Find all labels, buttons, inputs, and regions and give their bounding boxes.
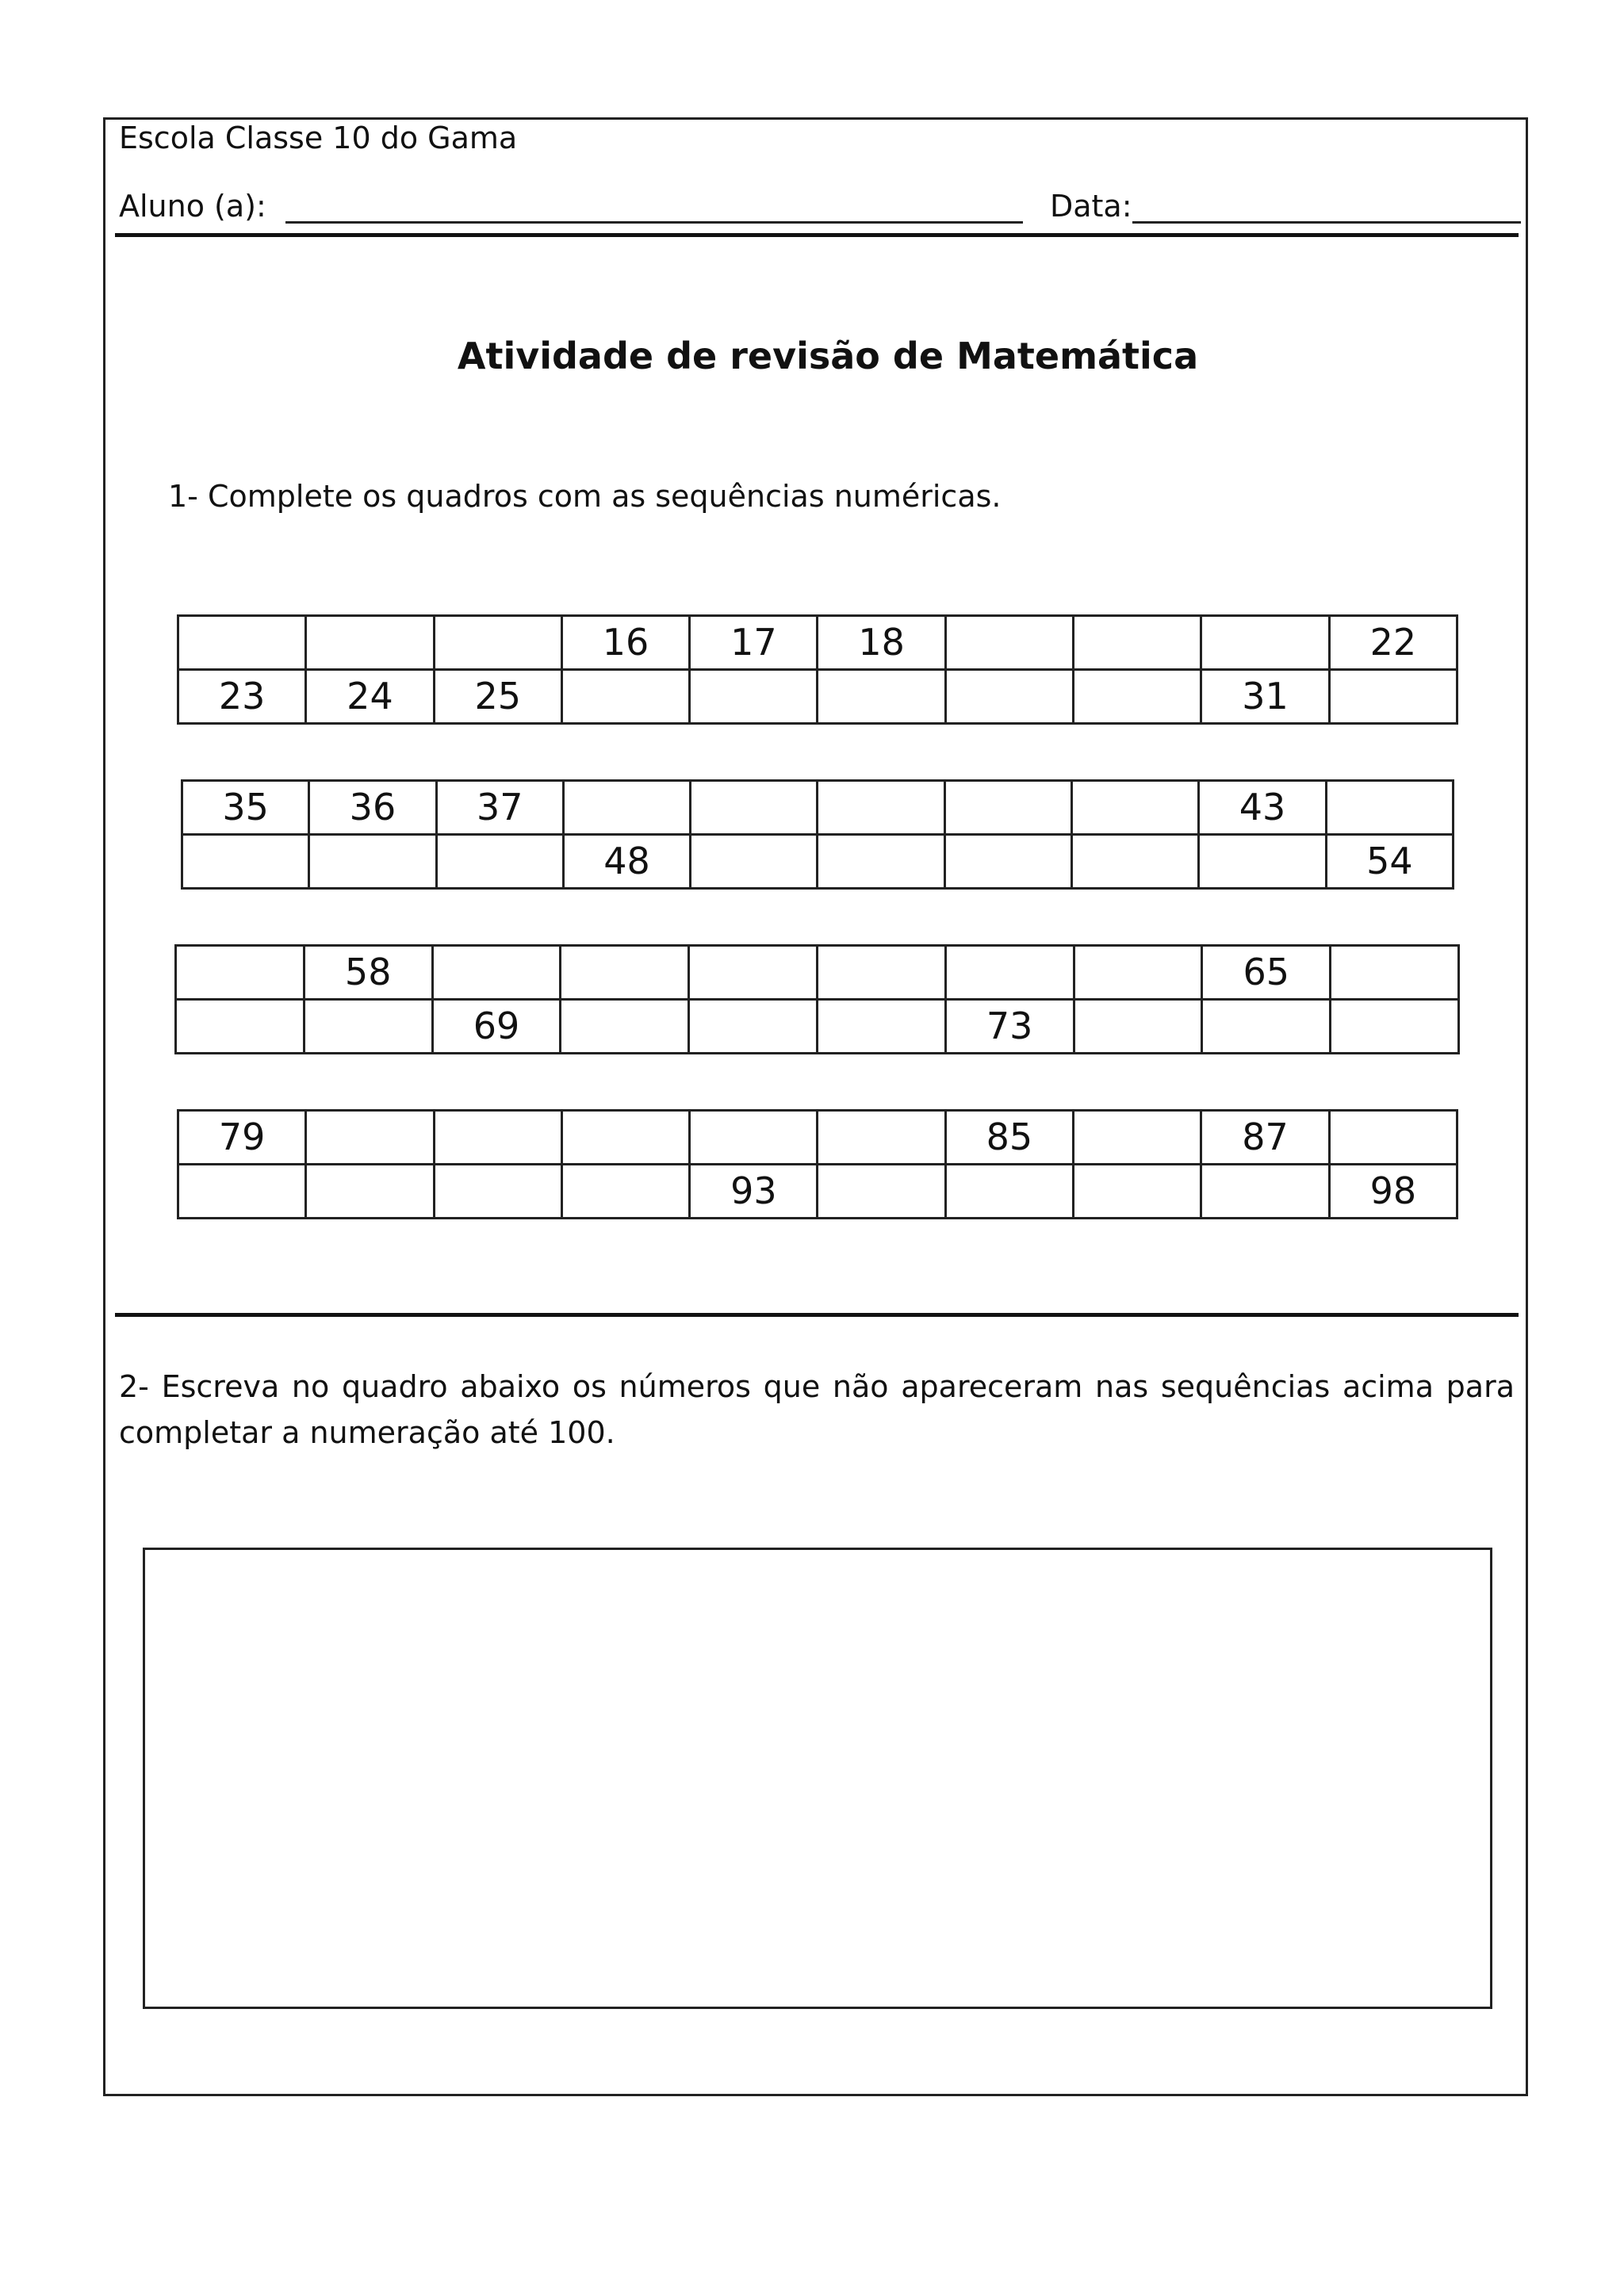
sequence-cell[interactable] <box>436 835 563 889</box>
sequence-cell[interactable] <box>561 1111 689 1165</box>
sequence-cell[interactable] <box>306 1165 434 1219</box>
sequence-cell[interactable] <box>1326 781 1453 835</box>
sequence-cell[interactable] <box>1201 1165 1329 1219</box>
sequence-cell[interactable] <box>561 1000 689 1054</box>
sequence-cell[interactable] <box>1072 835 1199 889</box>
sequence-cell[interactable] <box>176 946 304 1000</box>
sequence-cell[interactable] <box>309 835 436 889</box>
sequence-cell[interactable] <box>434 1111 561 1165</box>
sequence-cell[interactable] <box>1331 946 1459 1000</box>
sequence-cell[interactable] <box>178 616 306 670</box>
student-name-field[interactable] <box>285 189 1023 224</box>
sequence-cell[interactable] <box>1072 781 1199 835</box>
table-row <box>178 1165 1457 1219</box>
sequence-cell: 87 <box>1201 1111 1329 1165</box>
sequence-cell: 98 <box>1329 1165 1457 1219</box>
sequence-cell[interactable] <box>1199 835 1326 889</box>
sequence-cell[interactable] <box>817 1000 945 1054</box>
sequence-cell[interactable] <box>818 781 944 835</box>
sequence-cell[interactable] <box>561 670 689 724</box>
sequence-table-4 <box>177 1109 1458 1219</box>
sequence-cell: 48 <box>563 835 690 889</box>
date-field[interactable] <box>1132 189 1521 224</box>
sequence-cell[interactable] <box>689 1000 818 1054</box>
sequence-cell[interactable] <box>178 1165 306 1219</box>
question-1-text: 1- Complete os quadros com as sequências numéricas. <box>168 479 1002 514</box>
sequence-cell[interactable] <box>818 1111 945 1165</box>
sequence-cell: 23 <box>178 670 306 724</box>
sequence-cell[interactable] <box>1329 670 1457 724</box>
sequence-table-2 <box>181 779 1454 890</box>
sequence-cell[interactable] <box>561 946 689 1000</box>
sequence-cell[interactable] <box>434 1165 561 1219</box>
answer-box[interactable] <box>143 1548 1492 2009</box>
sequence-cell[interactable] <box>1074 1000 1202 1054</box>
sequence-cell[interactable] <box>818 1165 945 1219</box>
sequence-cell[interactable] <box>434 616 561 670</box>
sequence-cell: 16 <box>561 616 689 670</box>
sequence-cell[interactable] <box>1074 616 1201 670</box>
sequence-cell[interactable] <box>1201 616 1329 670</box>
sequence-cell: 37 <box>436 781 563 835</box>
sequence-cell: 18 <box>818 616 945 670</box>
sequence-cell: 73 <box>945 1000 1074 1054</box>
student-date-row <box>119 189 1515 224</box>
section-divider <box>115 1313 1519 1317</box>
sequence-table-1 <box>177 614 1458 725</box>
sequence-cell[interactable] <box>1074 946 1202 1000</box>
student-label: Aluno (a): <box>119 189 266 224</box>
table-row <box>176 1000 1459 1054</box>
sequence-cell[interactable] <box>817 946 945 1000</box>
sequence-cell: 43 <box>1199 781 1326 835</box>
sequence-cell: 79 <box>178 1111 306 1165</box>
sequence-cell: 58 <box>304 946 432 1000</box>
sequence-cell: 31 <box>1201 670 1329 724</box>
sequence-cell: 17 <box>690 616 818 670</box>
sequence-cell: 22 <box>1329 616 1457 670</box>
table-row <box>178 1111 1457 1165</box>
sequence-cell: 24 <box>306 670 434 724</box>
sequence-cell[interactable] <box>1329 1111 1457 1165</box>
sequence-cell: 25 <box>434 670 561 724</box>
sequence-cell[interactable] <box>691 781 818 835</box>
sequence-cell[interactable] <box>691 835 818 889</box>
sequence-cell[interactable] <box>1074 670 1201 724</box>
sequence-cell[interactable] <box>1202 1000 1331 1054</box>
table-row <box>178 616 1457 670</box>
sequence-cell[interactable] <box>945 946 1074 1000</box>
sequence-cell: 69 <box>432 1000 561 1054</box>
table-row <box>178 670 1457 724</box>
sequence-cell[interactable] <box>1331 1000 1459 1054</box>
sequence-cell[interactable] <box>561 1165 689 1219</box>
sequence-cell: 85 <box>945 1111 1073 1165</box>
sequence-cell[interactable] <box>306 1111 434 1165</box>
sequence-cell[interactable] <box>690 1111 818 1165</box>
sequence-cell[interactable] <box>306 616 434 670</box>
sequence-cell[interactable] <box>944 781 1071 835</box>
sequence-cell[interactable] <box>176 1000 304 1054</box>
sequence-cell[interactable] <box>1074 1165 1201 1219</box>
school-name: Escola Classe 10 do Gama <box>119 121 518 155</box>
question-2-text: 2- Escreva no quadro abaixo os números que não apareceram nas sequências acima para completar a numeração até 100. <box>119 1369 1515 1450</box>
sequence-cell: 65 <box>1202 946 1331 1000</box>
sequence-cell[interactable] <box>1074 1111 1201 1165</box>
sequence-cell[interactable] <box>563 781 690 835</box>
sequence-cell[interactable] <box>182 835 309 889</box>
sequence-cell[interactable] <box>304 1000 432 1054</box>
sequence-cell[interactable] <box>945 616 1073 670</box>
sequence-cell: 93 <box>690 1165 818 1219</box>
sequence-cell[interactable] <box>944 835 1071 889</box>
table-row <box>182 781 1454 835</box>
sequence-cell[interactable] <box>945 1165 1073 1219</box>
table-row <box>176 946 1459 1000</box>
sequence-table-3 <box>174 944 1460 1054</box>
sequence-cell[interactable] <box>818 670 945 724</box>
sequence-cell: 36 <box>309 781 436 835</box>
sequence-cell[interactable] <box>432 946 561 1000</box>
sequence-cell: 35 <box>182 781 309 835</box>
sequence-cell[interactable] <box>818 835 944 889</box>
sequence-cell[interactable] <box>690 670 818 724</box>
sequence-cell: 54 <box>1326 835 1453 889</box>
header-divider <box>115 233 1519 237</box>
page-title: Atividade de revisão de Matemática <box>457 335 1199 377</box>
table-row <box>182 835 1454 889</box>
date-label: Data: <box>1049 189 1132 224</box>
sequence-cell[interactable] <box>945 670 1073 724</box>
sequence-cell[interactable] <box>689 946 818 1000</box>
